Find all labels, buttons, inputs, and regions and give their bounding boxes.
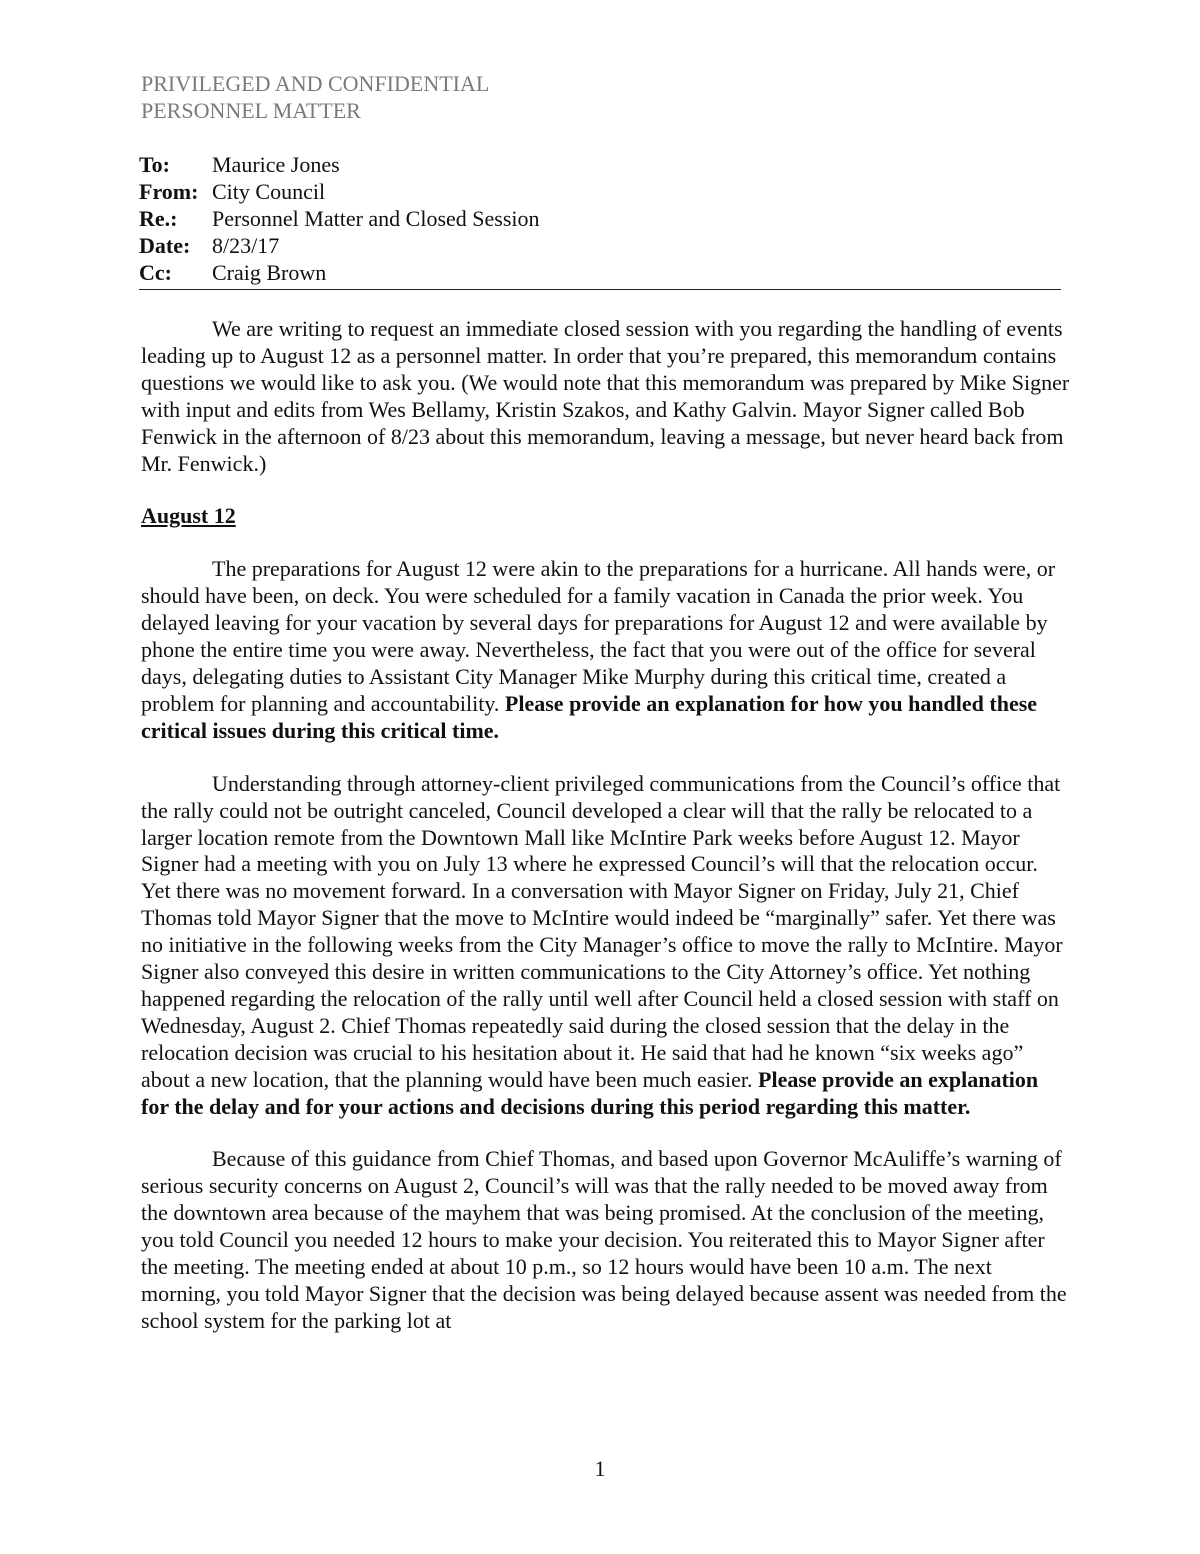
paragraph-1-request: Please provide an explanation for how you handled these critical issues during this critical time.: [141, 690, 1038, 743]
re-label: Re.:: [139, 206, 178, 231]
to-label: To:: [139, 152, 170, 177]
date-row: [139, 232, 1061, 259]
paragraph-3-text: Because of this guidance from Chief Thomas, and based upon Governor McAuliffe’s warning of serious security concerns on August 2, Council’s will was that the rally needed to be moved away from the downtown area because of the mayhem that was being promised. At the conclusion of the meeting, you told Council you needed 12 hours to make your decision. You reiterated this to Mayor Signer after the meeting. The meeting ended at about 10 p.m., so 12 hours would have been 10 a.m. The next morning, you told Mayor Signer that the decision was being delayed because assent was needed from the school system for the parking lot at: [141, 1146, 1067, 1333]
date-label: Date:: [139, 233, 191, 258]
paragraph-1-text: The preparations for August 12 were akin to the preparations for a hurricane. All hands were, or should have been, on deck. You were scheduled for a family vacation in Canada the prior week. You delayed leaving for your vacation by several days for preparations for August 12 and were available by phone the entire time you were away. Nevertheless, the fact that you were out of the office for several days, delegating duties to Assistant City Manager Mike Murphy during this critical time, created a problem for planning and accountability.: [141, 556, 1056, 716]
section-heading: August 12: [141, 503, 236, 529]
date-value: 8/23/17: [212, 233, 280, 258]
cc-row: [139, 259, 1061, 286]
confidential-line-2: PERSONNEL MATTER: [141, 98, 361, 123]
re-row: [139, 205, 1061, 232]
intro-text: We are writing to request an immediate closed session with you regarding the handling of events leading up to August 12 as a personnel matter. In order that you’re prepared, this memorandum contains questions we would like to ask you. (We would note that this memorandum was prepared by Mike Signer with input and edits from Wes Bellamy, Kristin Szakos, and Kathy Galvin. Mayor Signer called Bob Fenwick in the afternoon of 8/23 about this memorandum, leaving a message, but never heard back from Mr. Fenwick.): [141, 316, 1070, 476]
header-divider: [139, 289, 1061, 290]
paragraph-2-text: Understanding through attorney-client privileged communications from the Council’s office that the rally could not be outright canceled, Council developed a clear will that the rally be relocated to a larger location remote from the Downtown Mall like McIntire Park weeks before August 12. Mayor Signer had a meeting with you on July 13 where he expressed Council’s will that the relocation occur. Yet there was no movement forward. In a conversation with Mayor Signer on Friday, July 21, Chief Thomas told Mayor Signer that the move to McIntire would indeed be “marginally” safer. Yet there was no initiative in the following weeks from the City Manager’s office to move the rally to McIntire. Mayor Signer also conveyed this desire in written communications to the City Attorney’s office. Yet nothing happened regarding the relocation of the rally until well after Council held a closed session with staff on Wednesday, August 2. Chief Thomas repeatedly said during the closed session that the delay in the relocation decision was crucial to his hesitation about it. He said that had he known “six weeks ago” about a new location, that the planning would have been much easier.: [141, 770, 1063, 1092]
intro-paragraph: [141, 316, 1071, 477]
from-value: City Council: [212, 179, 326, 204]
paragraph-2-request: Please provide an explanation for the delay and for your actions and decisions during this period regarding this matter.: [141, 1066, 1039, 1119]
paragraph-3: [141, 1146, 1071, 1334]
memo-header: [139, 151, 1061, 286]
to-value: Maurice Jones: [212, 152, 340, 177]
paragraph-1: [141, 556, 1071, 744]
from-row: [139, 178, 1061, 205]
re-value: Personnel Matter and Closed Session: [212, 206, 540, 231]
page-number: 1: [594, 1456, 606, 1481]
cc-value: Craig Brown: [212, 260, 327, 285]
cc-label: Cc:: [139, 260, 172, 285]
confidential-line-1: PRIVILEGED AND CONFIDENTIAL: [141, 71, 490, 96]
to-row: [139, 151, 1061, 178]
memo-body: [141, 316, 1071, 1361]
paragraph-2: [141, 771, 1071, 1121]
from-label: From:: [139, 179, 199, 204]
confidentiality-notice: [141, 70, 489, 124]
